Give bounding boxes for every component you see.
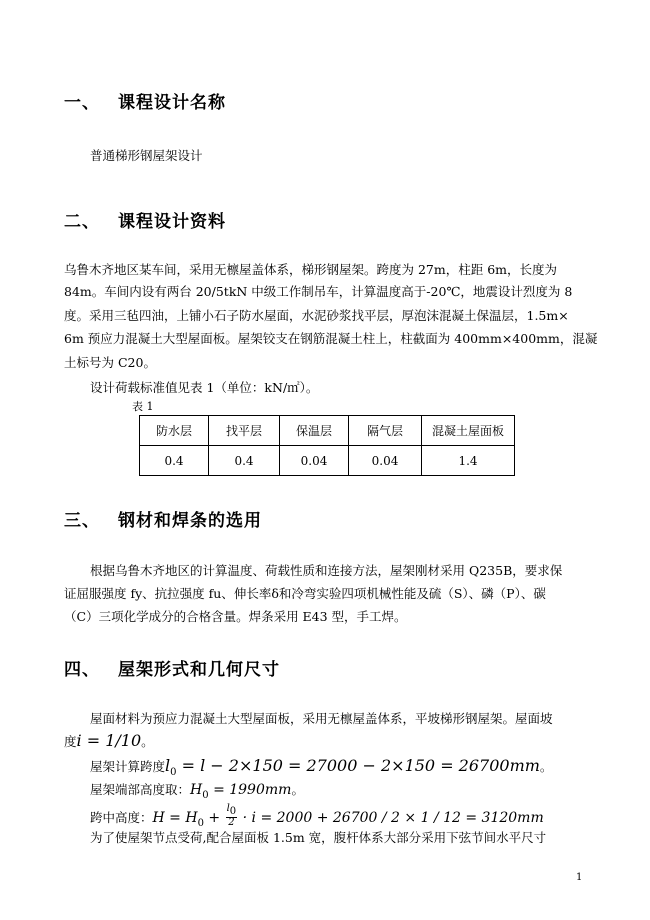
section-number: 一、 <box>64 93 100 113</box>
end-height-formula: $H_0 = 1990mm$ <box>190 782 292 801</box>
paragraph-line: 6m 预应力混凝土大型屋面板。屋架铰支在钢筋混凝土柱上，柱截面为 400mm×400mm，混凝 <box>64 331 598 346</box>
section-heading-3 <box>64 506 262 531</box>
paragraph-line: （C）三项化学成分的合格含量。焊条采用 E43 型，手工焊。 <box>64 609 407 624</box>
page-number: 1 <box>576 872 583 883</box>
fraction: $\frac{l_0}{2}$ <box>226 803 237 828</box>
section-title: 钢材和焊条的选用 <box>118 511 262 531</box>
paragraph-line: 设计荷载标准值见表 1（单位：kN/㎡）。 <box>90 380 319 395</box>
paragraph-line: 屋面材料为预应力混凝土大型屋面板，采用无檩屋盖体系，平坡梯形钢屋架。屋面坡 <box>90 711 553 726</box>
section-number: 三、 <box>64 511 100 531</box>
table-cell: 1.4 <box>422 446 515 476</box>
table-caption: 表 1 <box>132 400 154 413</box>
section-number: 二、 <box>64 212 100 232</box>
table-header-cell: 找平层 <box>209 416 280 446</box>
section-title: 屋架形式和几何尺寸 <box>118 660 280 680</box>
span-formula: $l_0 = l - 2\times 150 = 27000 - 2\times 150 = 26700mm$ <box>165 756 540 779</box>
section-title: 课程设计名称 <box>118 93 226 113</box>
table-cell: 0.4 <box>140 446 209 476</box>
paragraph-line: 根据乌鲁木齐地区的计算温度、荷载性质和连接方法，屋架刚材采用 Q235B，要求保 <box>90 563 563 578</box>
paragraph: 普通梯形钢屋架设计 <box>90 148 203 163</box>
slope-formula: i = 1/10 <box>76 731 142 750</box>
mid-height-line: 跨中高度：$H = H_0$ + $\frac{l_0}{2}$ · i = 2000 + 26700 / 2 × 1 / 12 = 3120mm <box>90 803 544 829</box>
section-number: 四、 <box>64 660 100 680</box>
end-height-line: 屋架端部高度取：$H_0 = 1990mm$。 <box>90 782 304 801</box>
span-line: 屋架计算跨度$l_0 = l - 2\times 150 = 27000 - 2\times 150 = 26700mm$。 <box>90 756 553 779</box>
paragraph-line: 为了使屋架节点受荷,配合屋面板 1.5m 宽，腹杆体系大部分采用下弦节间水平尺寸 <box>90 830 547 845</box>
paragraph-line: 乌鲁木齐地区某车间，采用无檩屋盖体系，梯形钢屋架。跨度为 27m，柱距 6m，长度为 <box>64 262 558 277</box>
table-cell: 0.04 <box>349 446 422 476</box>
table-cell: 0.4 <box>209 446 280 476</box>
table-header-cell: 防水层 <box>140 416 209 446</box>
paragraph-line: 证屈服强度 fy、抗拉强度 fu、伸长率δ和冷弯实验四项机械性能及硫（S）、磷（P）、碳 <box>64 586 546 601</box>
mid-height-formula: $H = H_0$ + $\frac{l_0}{2}$ · i = 2000 + 26700 / 2 × 1 / 12 = 3120mm <box>152 803 544 829</box>
section-title: 课程设计资料 <box>118 212 226 232</box>
section-heading-1 <box>64 88 226 113</box>
table-header-cell: 混凝土屋面板 <box>422 416 515 446</box>
table-row <box>140 446 515 476</box>
section-heading-4 <box>64 655 280 680</box>
paragraph-line: 84m。车间内设有两台 20/5tkN 中级工作制吊车，计算温度高于-20℃，地震设计烈度为 8 <box>64 284 573 299</box>
table-header-row <box>140 416 515 446</box>
table-header-cell: 保温层 <box>280 416 349 446</box>
slope-line: 度i = 1/10。 <box>64 731 154 750</box>
paragraph-line: 度。采用三毡四油，上铺小石子防水屋面，水泥砂浆找平层，厚泡沫混凝土保温层，1.5m× <box>64 308 569 323</box>
section-heading-2 <box>64 207 226 232</box>
load-table <box>139 415 515 476</box>
paragraph-line: 土标号为 C20。 <box>64 355 156 370</box>
table-header-cell: 隔气层 <box>349 416 422 446</box>
table-cell: 0.04 <box>280 446 349 476</box>
